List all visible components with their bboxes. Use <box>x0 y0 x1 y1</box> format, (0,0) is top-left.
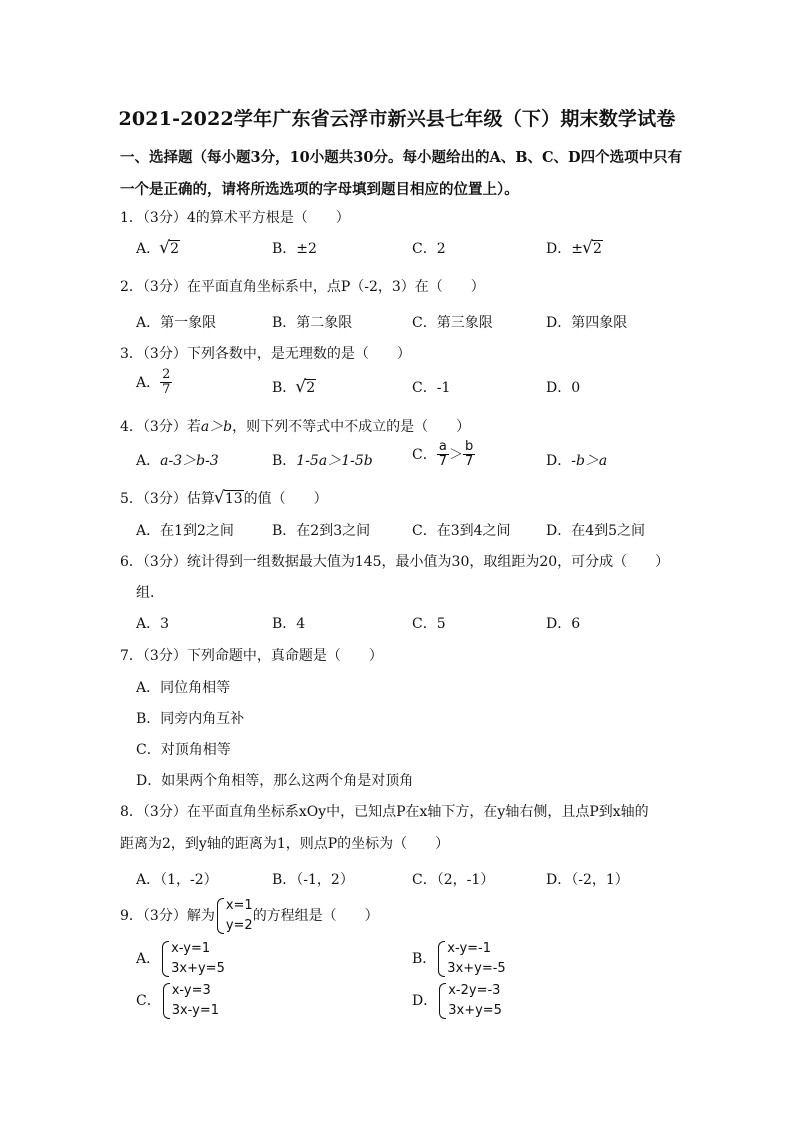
question-4-stem: 4．（3分）若a＞b，则下列不等式中不成立的是（ ） <box>120 419 471 435</box>
page-title: 2021-2022学年广东省云浮市新兴县七年级（下）期末数学试卷 <box>118 108 676 130</box>
question-7-stem: 7．（3分）下列命题中，真命题是（ ） <box>120 648 383 664</box>
q3-option-a: A． $\frac{2}{7}$ <box>136 367 171 398</box>
q4-option-b: B．1-5a＞1-5b <box>272 453 373 469</box>
q9-option-b: B． x-y=-1 3x+y=-5 <box>412 939 506 979</box>
q3-option-d: D．0 <box>546 380 581 396</box>
q9-option-d: D． x-2y=-3 3x+y=5 <box>412 981 502 1021</box>
q1-option-c: C．2 <box>412 241 446 257</box>
q3-option-c: C．-1 <box>412 380 451 396</box>
question-3-stem: 3．（3分）下列各数中，是无理数的是（ ） <box>120 346 411 362</box>
q9-option-a: A． x-y=1 3x+y=5 <box>136 939 225 979</box>
question-8-stem-line1: 8．（3分）在平面直角坐标系xOy中，已知点P在x轴下方，在y轴右侧，且点P到x轴的 <box>120 804 649 820</box>
q6-option-b: B．4 <box>272 616 306 632</box>
question-5-stem: 5．（3分）估算√ 13的值（ ） <box>120 488 328 508</box>
q5-option-d: D．在4到5之间 <box>546 523 646 539</box>
q7-option-a: A．同位角相等 <box>136 680 231 696</box>
q1-option-b: B．±2 <box>272 241 317 257</box>
q5-option-c: C．在3到4之间 <box>412 523 511 539</box>
question-9-stem: 9．（3分）解为 x=1 y=2 的方程组是（ ） <box>120 896 379 936</box>
q7-option-d: D．如果两个角相等，那么这两个角是对顶角 <box>136 773 414 789</box>
section-heading-line1: 一、选择题（每小题3分，10小题共30分。每小题给出的A、B、C、D四个选项中只有 <box>120 149 683 166</box>
q9-stem-system: x=1 y=2 <box>215 896 253 936</box>
q2-option-d: D．第四象限 <box>546 315 628 331</box>
q7-option-b: B．同旁内角互补 <box>136 711 245 727</box>
q4-option-d: D．-b＞a <box>546 453 608 469</box>
q6-option-d: D．6 <box>546 616 581 632</box>
q3-option-b: B．√ 2 <box>272 377 316 397</box>
question-1-stem: 1．（3分）4的算术平方根是（ ） <box>120 210 350 226</box>
q8-option-a: A．（1，-2） <box>136 872 218 888</box>
q8-option-d: D．（-2，1） <box>546 872 629 888</box>
q8-option-c: C．（2，-1） <box>412 872 495 888</box>
q8-option-b: B．（-1，2） <box>272 872 354 888</box>
q1-option-d: D．±√ 2 <box>546 238 603 258</box>
section-heading-line2: 一个是正确的，请将所选选项的字母填到题目相应的位置上）。 <box>120 181 519 198</box>
question-2-stem: 2．（3分）在平面直角坐标系中，点P（-2，3）在（ ） <box>120 279 485 295</box>
question-6-stem-line2: 组． <box>136 585 164 601</box>
question-6-stem-line1: 6．（3分）统计得到一组数据最大值为145，最小值为30，取组距为20，可分成（ ） <box>120 554 670 570</box>
question-8-stem-line2: 距离为2，到y轴的距离为1，则点P的坐标为（ ） <box>120 836 450 852</box>
q6-option-c: C．5 <box>412 616 446 632</box>
q1-option-a: A．√ 2 <box>136 238 180 258</box>
q5-option-a: A．在1到2之间 <box>136 523 234 539</box>
q4-option-c: C． $\frac{a}{7}$ ＞ $\frac{b}{7}$ <box>412 439 474 470</box>
q5-option-b: B．在2到3之间 <box>272 523 371 539</box>
q2-option-b: B．第二象限 <box>272 315 353 331</box>
q4-option-a: A．a-3＞b-3 <box>136 453 219 469</box>
q7-option-c: C．对顶角相等 <box>136 742 231 758</box>
q9-option-c: C． x-y=3 3x-y=1 <box>136 981 219 1021</box>
q2-option-a: A．第一象限 <box>136 315 217 331</box>
q2-option-c: C．第三象限 <box>412 315 493 331</box>
q6-option-a: A．3 <box>136 616 170 632</box>
